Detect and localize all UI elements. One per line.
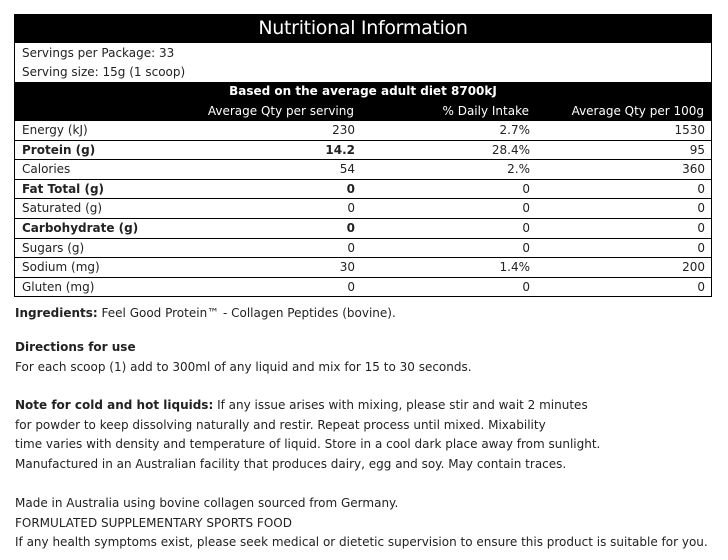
note-section [15,396,715,474]
origin-statement: Made in Australia using bovine collagen sourced from Germany. [15,496,399,510]
per-100g-value: 95 [689,142,705,157]
daily-intake-value: 28.4% [491,142,530,157]
nutrition-panel [14,14,712,297]
table-row [15,199,711,219]
nutrient-name: Gluten (mg) [22,279,95,294]
nutrient-name: Fat Total (g) [22,181,105,196]
directions-text: For each scoop (1) add to 300ml of any liquid and mix for 15 to 30 seconds. [15,359,472,374]
panel-title: Nutritional Information [14,14,712,43]
per-100g-value: 200 [682,260,705,275]
nutrient-name: Saturated (g) [22,201,103,216]
daily-intake-value: 0 [522,201,530,216]
table-row [15,121,711,141]
column-header-per-100g: Average Qty per 100g [571,104,704,118]
per-serving-value: 54 [339,162,355,177]
per-serving-value: 230 [332,123,355,137]
per-100g-value: 0 [697,181,705,196]
per-serving-value: 0 [347,240,355,255]
ingredients-text: Feel Good Protein™ - Collagen Peptides (bovine). [97,306,396,320]
daily-intake-value: 0 [522,181,530,196]
daily-intake-value: 1.4% [499,260,530,275]
per-serving-value: 0 [347,201,355,216]
column-header-row [14,101,712,121]
note-line-3: time varies with density and temperature of liquid. Store in a cool dark place away from sunlight. [15,437,601,451]
ingredients-label: Ingredients: [15,306,98,320]
note-label: Note for cold and hot liquids: [15,398,214,412]
per-serving-value: 0 [346,220,355,235]
column-header-daily-intake: % Daily Intake [442,104,529,118]
nutrient-name: Calories [22,162,71,177]
per-serving-value: 0 [346,181,355,196]
nutrient-name: Energy (kJ) [22,123,88,137]
table-row [15,239,711,259]
daily-intake-value: 0 [522,279,530,294]
per-serving-value: 14.2 [325,142,355,157]
nutrient-name: Carbohydrate (g) [22,220,139,235]
per-100g-value: 1530 [674,123,705,137]
table-row [15,219,711,239]
daily-intake-value: 2.% [507,162,530,177]
serving-size: Serving size: 15g (1 scoop) [22,65,186,79]
directions-section [15,338,715,377]
nutrient-name: Sodium (mg) [22,260,100,275]
note-line-1: If any issue arises with mixing, please stir and wait 2 minutes [213,398,588,412]
per-100g-value: 360 [682,162,705,177]
diet-basis: Based on the average adult diet 8700kJ [14,82,712,101]
note-line-2: for powder to keep dissolving naturally and restir. Repeat process until mixed. Mixability [15,417,546,432]
servings-per-package: Servings per Package: 33 [22,46,175,60]
per-100g-value: 0 [697,201,705,216]
per-serving-value: 0 [347,279,355,294]
table-row [15,180,711,200]
table-row [15,141,711,161]
per-100g-value: 0 [697,240,705,255]
per-serving-value: 30 [339,260,355,275]
table-row [15,160,711,180]
footer-section [15,494,715,553]
per-100g-value: 0 [697,279,705,294]
column-header-name [14,101,204,121]
nutrition-table [14,121,712,297]
daily-intake-value: 0 [522,220,530,235]
nutrient-name: Protein (g) [22,142,96,157]
nutrient-name: Sugars (g) [22,240,85,255]
food-classification: FORMULATED SUPPLEMENTARY SPORTS FOOD [15,515,292,530]
ingredients-section [15,304,715,324]
health-advisory: If any health symptoms exist, please seek medical or dietetic supervision to ensure this product is suitable for you. [15,535,708,549]
table-row [15,258,711,278]
directions-heading: Directions for use [15,340,136,354]
column-header-per-serving: Average Qty per serving [207,104,354,118]
per-100g-value: 0 [697,220,705,235]
serving-info [14,43,712,82]
daily-intake-value: 2.7% [499,123,530,137]
note-line-4: Manufactured in an Australian facility that produces dairy, egg and soy. May contain traces. [15,456,567,471]
daily-intake-value: 0 [522,240,530,255]
table-row [15,278,711,297]
